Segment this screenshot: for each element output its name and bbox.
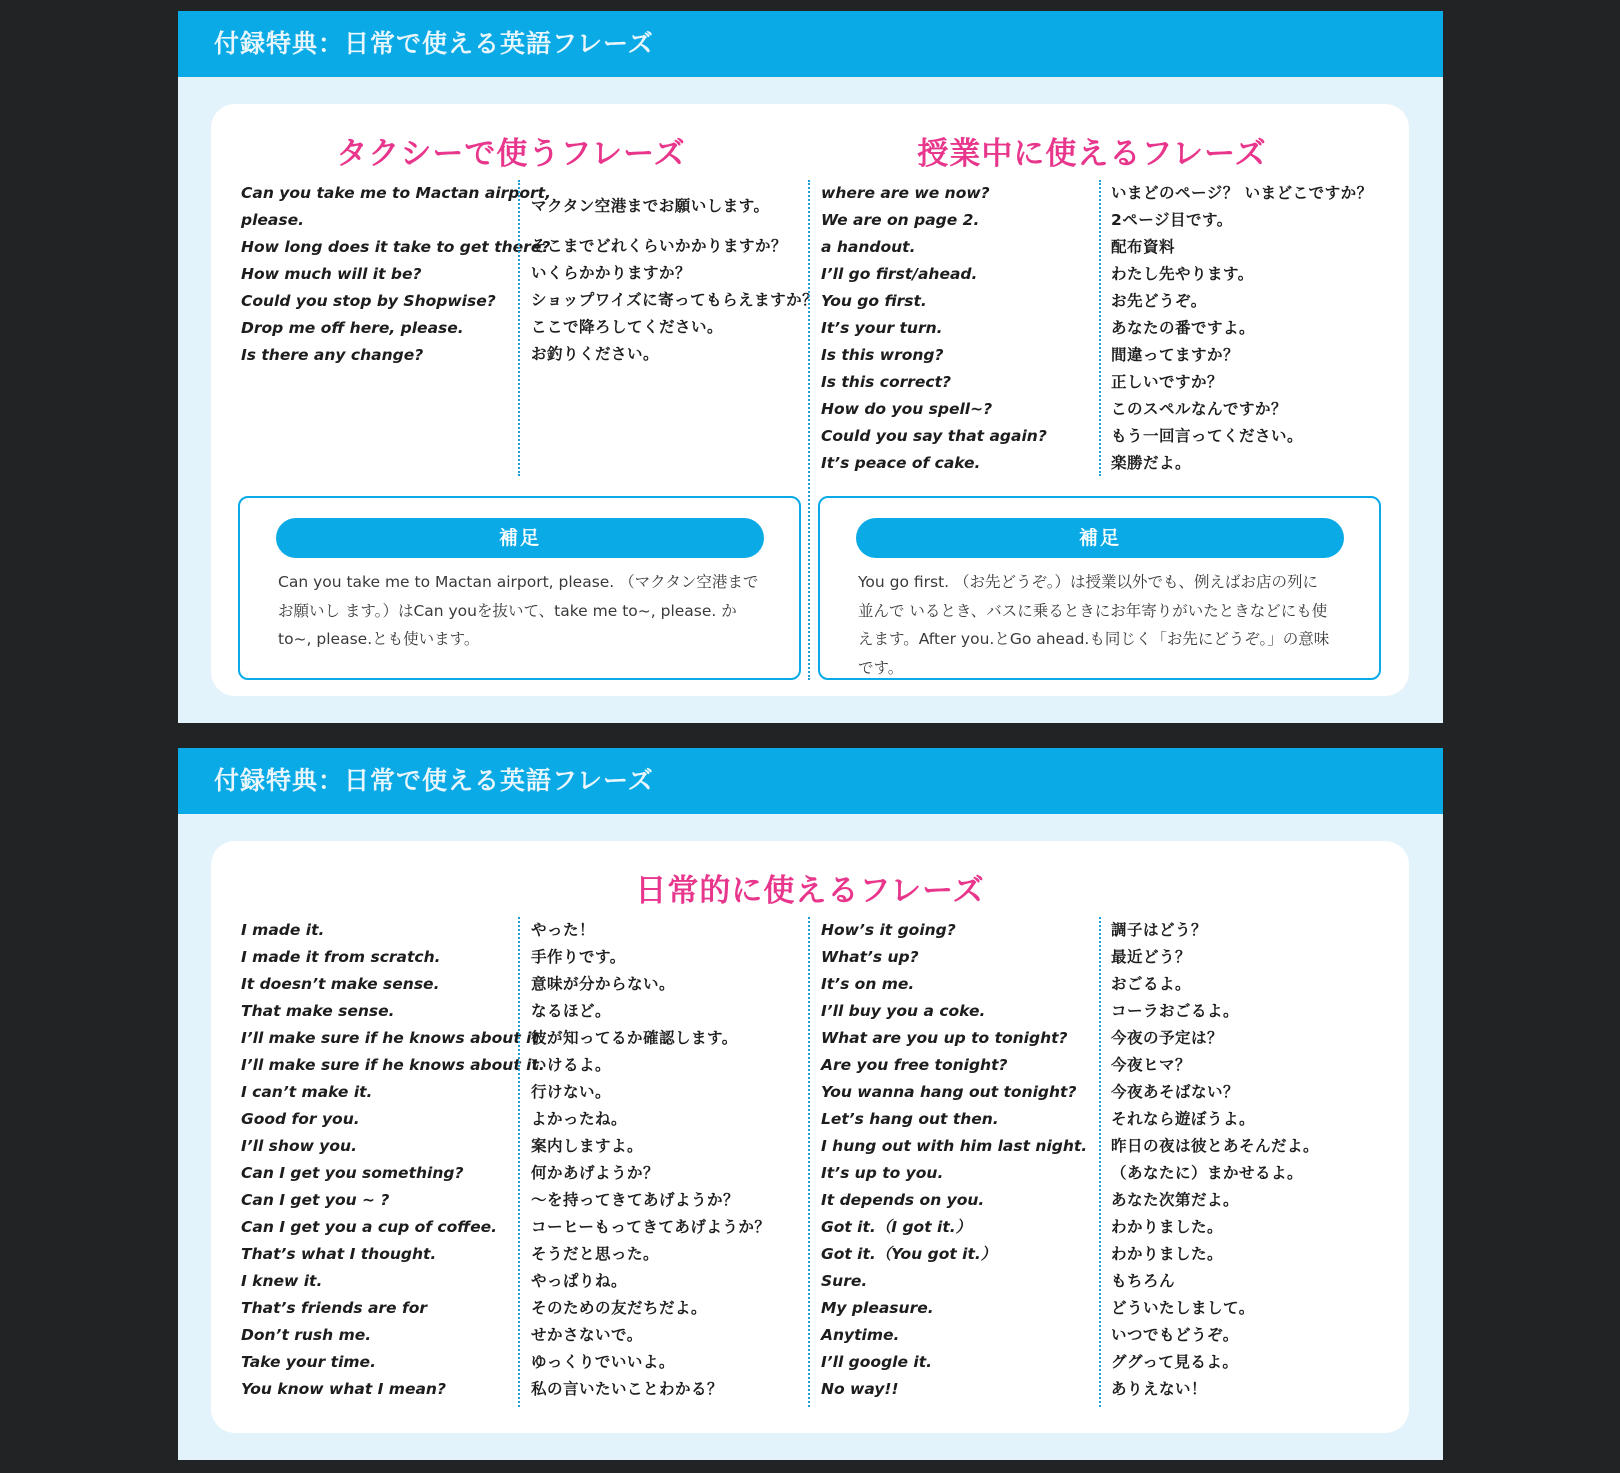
note-line: to~, please.とも使います。 bbox=[278, 630, 480, 648]
list-item: How’s it going? bbox=[821, 921, 956, 939]
list-item: わたし先やります。 bbox=[1111, 265, 1254, 283]
list-item: I’ll make sure if he knows about it. bbox=[241, 1056, 545, 1074]
list-item: Got it.（I got it.） bbox=[821, 1218, 972, 1236]
list-item: そこまでどれくらいかかりますか？ bbox=[531, 237, 788, 255]
taxi-english-list bbox=[241, 180, 551, 369]
column-divider bbox=[518, 917, 520, 1407]
daily-japanese-list-1 bbox=[531, 917, 770, 1403]
list-item: 2ページ目です。 bbox=[1111, 211, 1233, 229]
list-item: もう一回言ってください。 bbox=[1111, 427, 1304, 445]
list-item: 手作りです。 bbox=[531, 948, 626, 966]
list-item: Can I get you something? bbox=[241, 1164, 464, 1182]
list-item: Take your time. bbox=[241, 1353, 376, 1371]
list-item: 最近どう？ bbox=[1111, 948, 1192, 966]
list-item: That make sense. bbox=[241, 1002, 395, 1020]
list-item: よかったね。 bbox=[531, 1110, 628, 1128]
list-item: My pleasure. bbox=[821, 1299, 934, 1317]
column-divider bbox=[1099, 917, 1101, 1407]
note-line: です。 bbox=[858, 658, 904, 677]
slide-travel-classroom bbox=[178, 11, 1443, 723]
list-item: Is there any change? bbox=[241, 346, 424, 364]
list-item: How do you spell~? bbox=[821, 400, 993, 418]
daily-japanese-list-2 bbox=[1111, 917, 1319, 1403]
list-item: Let’s hang out then. bbox=[821, 1110, 999, 1128]
list-item: It’s peace of cake. bbox=[821, 454, 981, 472]
list-item: 彼が知ってるか確認します。 bbox=[531, 1029, 738, 1047]
list-item: 昨日の夜は彼とあそんだよ。 bbox=[1111, 1137, 1320, 1155]
list-item: そうだと思った。 bbox=[531, 1245, 660, 1263]
list-item: Good for you. bbox=[241, 1110, 360, 1128]
list-item: お釣りください。 bbox=[531, 345, 660, 363]
taxi-section-title: タクシーで使うフレーズ bbox=[336, 136, 686, 172]
list-item: It’s on me. bbox=[821, 975, 915, 993]
list-item: I knew it. bbox=[241, 1272, 323, 1290]
list-item: 私の言いたいことわかる？ bbox=[531, 1380, 724, 1398]
list-item: How long does it take to get there? bbox=[241, 238, 551, 256]
note-label: 補足 bbox=[276, 518, 764, 558]
list-item: You know what I mean? bbox=[241, 1380, 446, 1398]
list-item: ～を持ってきてあげようか？ bbox=[531, 1191, 740, 1209]
list-item: それなら遊ぼうよ。 bbox=[1111, 1110, 1256, 1128]
list-item: あなた次第だよ。 bbox=[1111, 1191, 1240, 1209]
slide-header: 付録特典：日常で使える英語フレーズ bbox=[178, 11, 1443, 77]
list-item: 調子はどう？ bbox=[1111, 921, 1208, 939]
list-item: 間違ってますか？ bbox=[1111, 346, 1240, 364]
list-item: Is this wrong? bbox=[821, 346, 944, 364]
list-item: やっぱりね。 bbox=[531, 1272, 628, 1290]
note-line: 並んで いるとき、バスに乗るときにお年寄りがいたときなどにも使 bbox=[858, 601, 1328, 620]
list-item: おごるよ。 bbox=[1111, 975, 1192, 993]
list-item: No way!! bbox=[821, 1380, 899, 1398]
list-item: Don’t rush me. bbox=[241, 1326, 372, 1344]
list-item: What’s up? bbox=[821, 948, 919, 966]
list-item: Can you take me to Mactan airport, bbox=[241, 184, 551, 202]
list-item: I’ll make sure if he knows about it. bbox=[241, 1029, 545, 1047]
list-item: どういたしまして。 bbox=[1111, 1299, 1255, 1317]
list-item: （あなたに）まかせるよ。 bbox=[1111, 1164, 1304, 1182]
note-line: お願いし ます。）はCan youを抜いて、take me to~, please. か bbox=[278, 601, 737, 620]
list-item: Can I get you ~ ? bbox=[241, 1191, 390, 1209]
list-item: Got it.（You got it.） bbox=[821, 1245, 997, 1263]
list-item: How much will it be? bbox=[241, 265, 422, 283]
content-card bbox=[211, 841, 1409, 1433]
list-item: That’s friends are for bbox=[241, 1299, 427, 1317]
list-item: 配布資料 bbox=[1111, 238, 1176, 256]
column-divider bbox=[1099, 180, 1101, 476]
list-item: I can’t make it. bbox=[241, 1083, 373, 1101]
list-item: いけるよ。 bbox=[531, 1056, 612, 1074]
list-item: I’ll google it. bbox=[821, 1353, 932, 1371]
slide-header: 付録特典：日常で使える英語フレーズ bbox=[178, 748, 1443, 814]
list-item: いまどのページ？ いまどこですか？ bbox=[1111, 184, 1373, 202]
column-divider bbox=[518, 180, 520, 476]
classroom-japanese-list bbox=[1111, 180, 1373, 477]
slide-daily-phrases bbox=[178, 748, 1443, 1460]
list-item: I’ll go first/ahead. bbox=[821, 265, 978, 283]
list-item: I hung out with him last night. bbox=[821, 1137, 1088, 1155]
list-item: Could you say that again? bbox=[821, 427, 1047, 445]
list-item: What are you up to tonight? bbox=[821, 1029, 1068, 1047]
list-item: a handout. bbox=[821, 238, 916, 256]
taxi-note-box bbox=[238, 496, 801, 680]
list-item: コーヒーもってきてあげようか？ bbox=[531, 1218, 771, 1236]
list-item: It depends on you. bbox=[821, 1191, 985, 1209]
list-item: Could you stop by Shopwise? bbox=[241, 292, 496, 310]
section-divider bbox=[808, 180, 810, 680]
list-item: あなたの番ですよ。 bbox=[1111, 319, 1256, 337]
list-item: where are we now? bbox=[821, 184, 990, 202]
list-item: You go first. bbox=[821, 292, 927, 310]
list-item: やった！ bbox=[531, 921, 596, 939]
note-line: You go first. （お先どうぞ。）は授業以外でも、例えばお店の列に bbox=[858, 573, 1318, 591]
list-item: It doesn’t make sense. bbox=[241, 975, 440, 993]
list-item: わかりました。 bbox=[1111, 1218, 1224, 1236]
taxi-japanese-list bbox=[531, 193, 818, 368]
list-item: 意味が分からない。 bbox=[531, 975, 676, 993]
daily-english-list-2 bbox=[821, 917, 1087, 1403]
list-item: コーラおごるよ。 bbox=[1111, 1002, 1240, 1020]
list-item: Are you free tonight? bbox=[821, 1056, 1008, 1074]
list-item: いくらかかりますか？ bbox=[531, 264, 692, 282]
note-label: 補足 bbox=[856, 518, 1344, 558]
list-item: 楽勝だよ。 bbox=[1111, 454, 1192, 472]
list-item: please. bbox=[241, 211, 305, 229]
list-item: 正しいですか？ bbox=[1111, 373, 1224, 391]
list-item: We are on page 2. bbox=[821, 211, 980, 229]
list-item: ググって見るよ。 bbox=[1111, 1353, 1239, 1371]
list-item: マクタン空港までお願いします。 bbox=[531, 197, 770, 215]
daily-english-list-1 bbox=[241, 917, 545, 1403]
list-item: ショップワイズに寄ってもらえますか？ bbox=[531, 291, 819, 309]
list-item: なるほど。 bbox=[531, 1002, 612, 1020]
list-item: Can I get you a cup of coffee. bbox=[241, 1218, 498, 1236]
list-item: もちろん bbox=[1111, 1272, 1176, 1290]
content-card bbox=[211, 104, 1409, 696]
note-text bbox=[858, 568, 1329, 682]
classroom-english-list bbox=[821, 180, 1047, 477]
list-item: そのための友だちだよ。 bbox=[531, 1299, 708, 1317]
list-item: 今夜あそばない？ bbox=[1111, 1083, 1240, 1101]
list-item: 今夜の予定は？ bbox=[1111, 1029, 1224, 1047]
list-item: いつでもどうぞ。 bbox=[1111, 1326, 1239, 1344]
list-item: It’s your turn. bbox=[821, 319, 943, 337]
list-item: That’s what I thought. bbox=[241, 1245, 437, 1263]
list-item: It’s up to you. bbox=[821, 1164, 944, 1182]
list-item: I made it. bbox=[241, 921, 325, 939]
list-item: 何かあげようか？ bbox=[531, 1164, 660, 1182]
daily-section-title: 日常的に使えるフレーズ bbox=[635, 873, 985, 909]
list-item: Anytime. bbox=[821, 1326, 900, 1344]
note-text bbox=[278, 568, 758, 654]
list-item: Sure. bbox=[821, 1272, 868, 1290]
list-item: 今夜ヒマ？ bbox=[1111, 1056, 1192, 1074]
note-line: えます。After you.とGo ahead.も同じく「お先にどうぞ。」の意味 bbox=[858, 630, 1330, 648]
list-item: わかりました。 bbox=[1111, 1245, 1224, 1263]
list-item: せかさないで。 bbox=[531, 1326, 643, 1344]
list-item: I’ll show you. bbox=[241, 1137, 357, 1155]
list-item: ゆっくりでいいよ。 bbox=[531, 1353, 675, 1371]
classroom-note-box bbox=[818, 496, 1381, 680]
list-item: I’ll buy you a coke. bbox=[821, 1002, 986, 1020]
list-item: 案内しますよ。 bbox=[531, 1137, 644, 1155]
list-item: Is this correct? bbox=[821, 373, 951, 391]
note-line: Can you take me to Mactan airport, please. （マクタン空港まで bbox=[278, 573, 759, 591]
list-item: Drop me off here, please. bbox=[241, 319, 464, 337]
list-item: このスペルなんですか？ bbox=[1111, 400, 1288, 418]
list-item: 行けない。 bbox=[531, 1083, 612, 1101]
section-divider bbox=[808, 917, 810, 1407]
list-item: ここで降ろしてください。 bbox=[531, 318, 724, 336]
list-item: お先どうぞ。 bbox=[1111, 292, 1207, 310]
list-item: You wanna hang out tonight? bbox=[821, 1083, 1077, 1101]
classroom-section-title: 授業中に使えるフレーズ bbox=[917, 136, 1267, 172]
list-item: I made it from scratch. bbox=[241, 948, 441, 966]
list-item: ありえない！ bbox=[1111, 1380, 1208, 1398]
